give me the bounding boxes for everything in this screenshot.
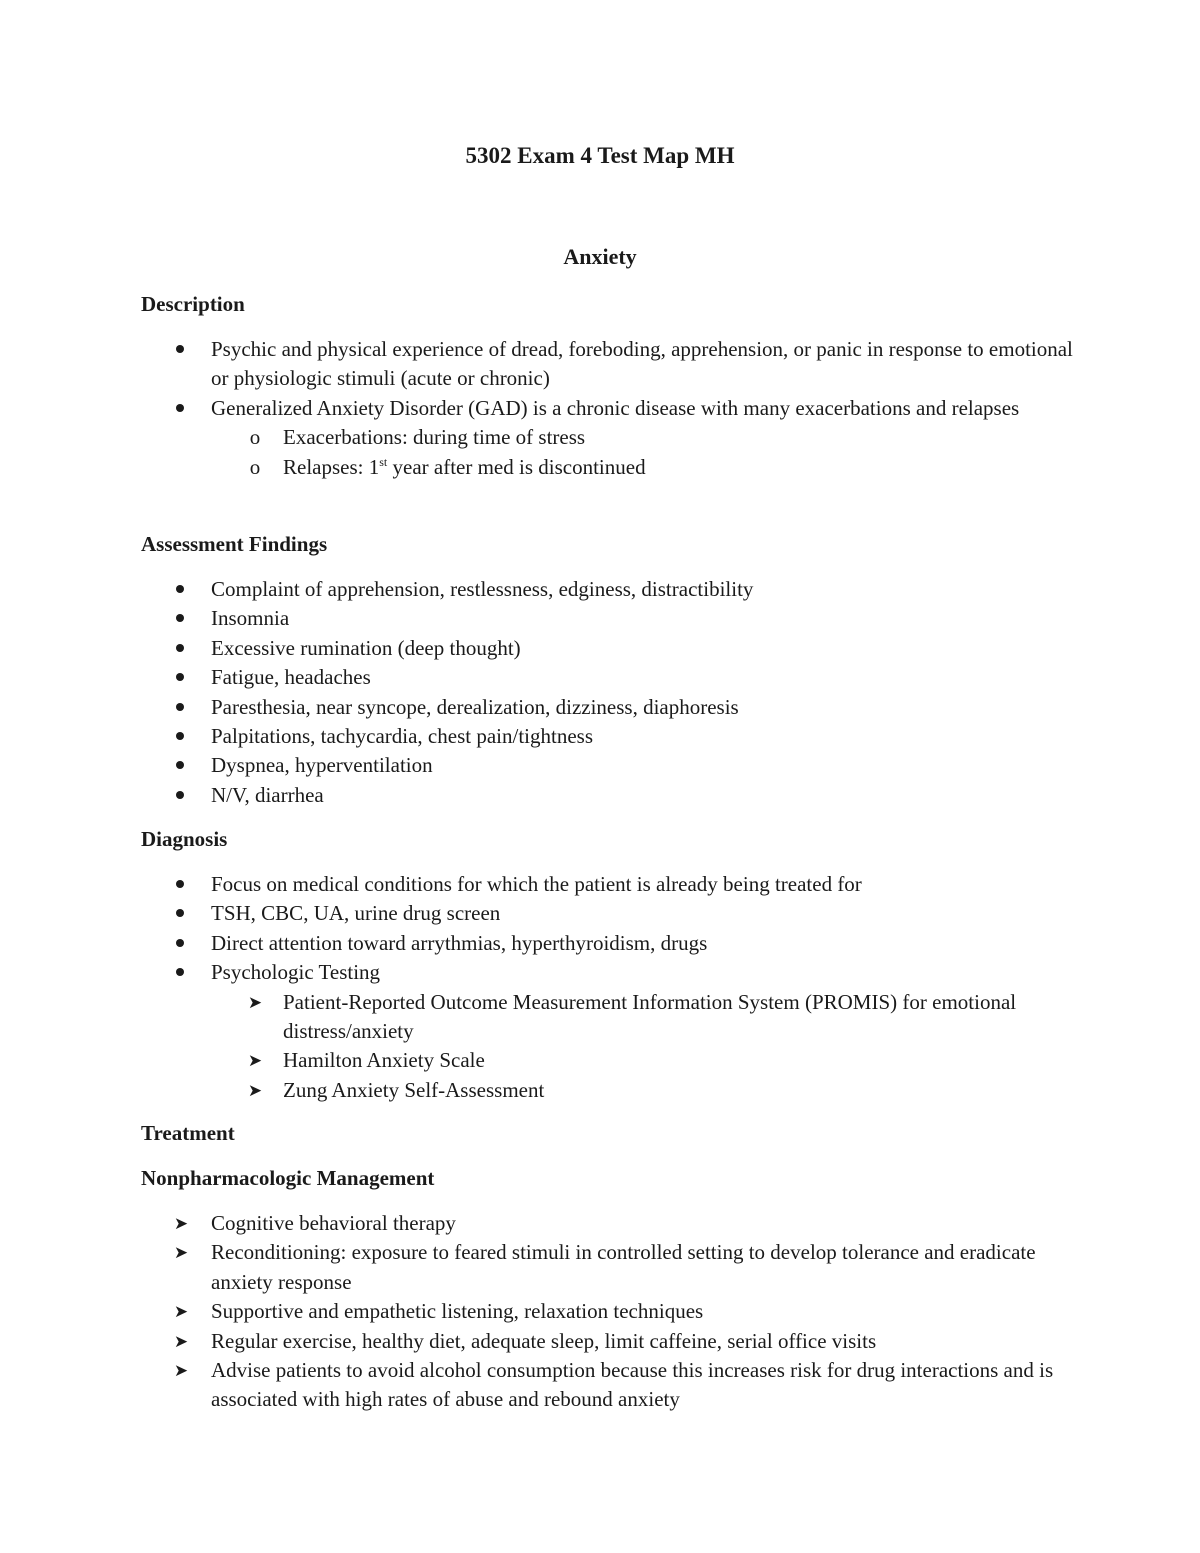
arrow-bullet-icon: ➤ [247,1080,263,1100]
list-item: Focus on medical conditions for which the patient is already being treated for [211,872,862,896]
list-item: ➤ Regular exercise, healthy diet, adequate sleep, limit caffeine, serial office visits [141,1327,1081,1356]
list-item: N/V, diarrhea [211,782,324,807]
list-item: ➤ Patient-Reported Outcome Measurement Information System (PROMIS) for emotional distress/anxiety [141,988,1081,1047]
assessment-list [141,575,1081,810]
list-item: ➤ Advise patients to avoid alcohol consumption because this increases risk for drug interactions and is associated with high rates of abuse and rebound anxiety [141,1356,1081,1415]
assessment-heading: Assessment Findings [141,532,328,556]
list-item: Excessive rumination (deep thought) [211,635,521,660]
list-item: Palpitations, tachycardia, chest pain/tightness [211,724,593,749]
description-list [141,335,1081,482]
description-heading: Description [141,292,245,316]
list-item: Fatigue, headaches [211,665,371,690]
arrow-bullet-icon: ➤ [173,1361,189,1381]
treatment-heading: Treatment [141,1121,235,1145]
list-item: Dyspnea, hyperventilation [211,753,433,778]
list-item: TSH, CBC, UA, urine drug screen [211,901,501,926]
arrow-bullet-icon: ➤ [173,1331,189,1351]
list-item: ➤ Zung Anxiety Self-Assessment [141,1076,1081,1105]
section-title: Anxiety [563,244,637,269]
list-item: ➤ Supportive and empathetic listening, relaxation techniques [141,1297,1081,1326]
list-item: Direct attention toward arrythmias, hyperthyroidism, drugs [211,930,708,955]
arrow-bullet-icon: ➤ [173,1302,189,1322]
arrow-bullet-icon: ➤ [247,1051,263,1071]
list-item: Paresthesia, near syncope, derealization, dizziness, diaphoresis [211,694,739,719]
circle-bullet-icon: o [249,454,261,479]
list-item: Complaint of apprehension, restlessness, edginess, distractibility [211,577,754,601]
document-title: 5302 Exam 4 Test Map MH [465,143,735,168]
nonpharm-list [141,1209,1081,1415]
arrow-bullet-icon: ➤ [247,992,263,1012]
list-item: ➤ Reconditioning: exposure to feared stimuli in controlled setting to develop tolerance and eradicate anxiety response [141,1238,1081,1297]
list-item: Generalized Anxiety Disorder (GAD) is a chronic disease with many exacerbations and relapses [211,395,1020,420]
list-item: Psychologic Testing [211,960,381,985]
circle-bullet-icon: o [249,425,261,450]
list-item: ➤ Cognitive behavioral therapy [141,1209,1081,1238]
arrow-bullet-icon: ➤ [173,1214,189,1233]
list-item: Psychic and physical experience of dread, foreboding, apprehension, or panic in response to emotional or physiologic stimuli (acute or chronic) [211,337,1073,391]
arrow-bullet-icon: ➤ [173,1243,189,1263]
diagnosis-heading: Diagnosis [141,827,228,851]
list-item: o Relapses: 1st year after med is discontinued [141,453,1081,482]
list-item: ➤ Hamilton Anxiety Scale [141,1046,1081,1075]
list-item: o Exacerbations: during time of stress [141,423,1081,452]
list-item: Insomnia [211,606,290,631]
diagnosis-list [141,870,1081,1105]
nonpharm-heading: Nonpharmacologic Management [141,1166,435,1190]
